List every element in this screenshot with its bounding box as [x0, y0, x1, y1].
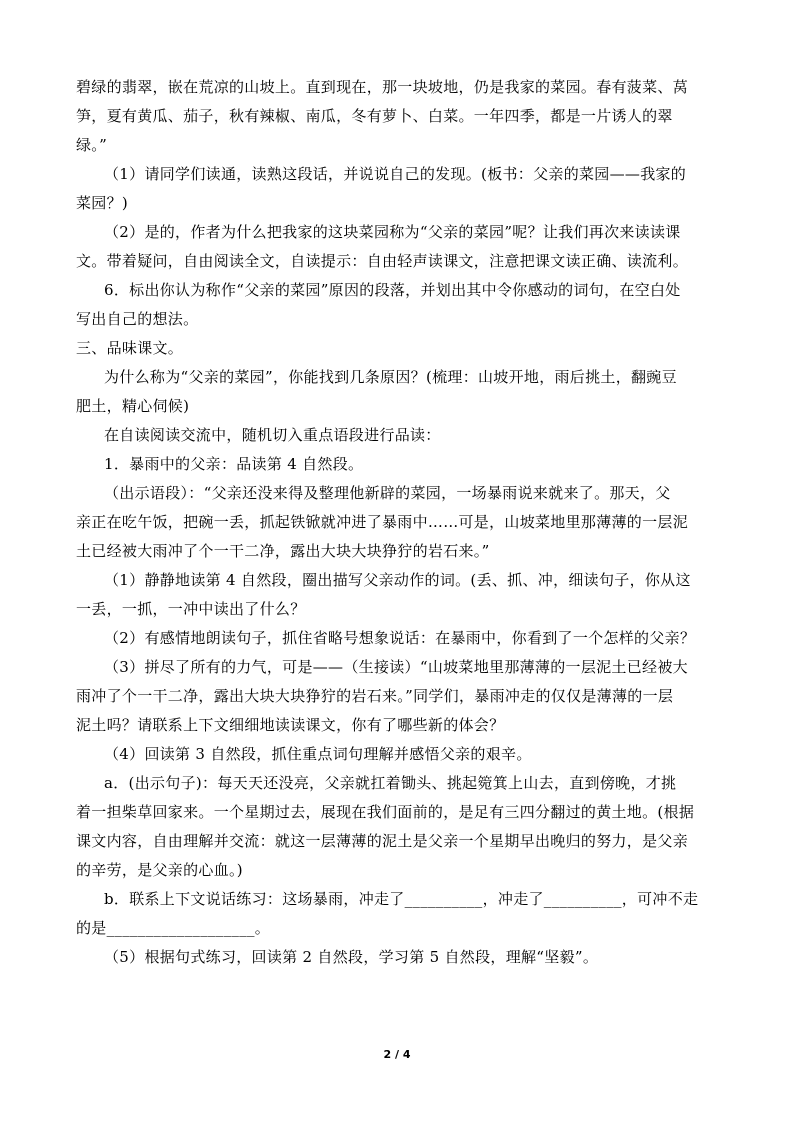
text-line: 的是___________________。	[76, 919, 271, 937]
text-line: 土已经被大雨冲了个一干二净，露出大块大块狰狞的岩石来。”	[76, 542, 490, 560]
text-line: 亲正在吃午饭，把碗一丢，抓起铁锨就冲进了暴雨中……可是，山坡菜地里那薄薄的一层泥	[76, 513, 689, 531]
text-line: 碧绿的翡翠，嵌在荒凉的山坡上。直到现在，那一块坡地，仍是我家的菜园。春有菠菜、莴	[76, 78, 689, 96]
text-line: 雨冲了个一干二净，露出大块大块狰狞的岩石来。”同学们，暴雨冲走的仅仅是薄薄的一层	[76, 687, 674, 705]
text-line: 文。带着疑问，自由阅读全文，自读提示：自由轻声读课文，注意把课文读正确、读流利。	[76, 252, 689, 270]
text-line: （2）有感情地朗读句子，抓住省略号想象说话：在暴雨中，你看到了一个怎样的父亲？	[104, 629, 696, 647]
text-line: 的辛劳，是父亲的心血。)	[76, 861, 243, 879]
text-line: 菜园？)	[76, 194, 129, 212]
text-line: 课文内容，自由理解并交流：就这一层薄薄的泥土是父亲一个星期早出晚归的努力，是父亲	[76, 832, 689, 850]
text-line: 6．标出你认为称作“父亲的菜园”原因的段落，并划出其中令你感动的词句，在空白处	[104, 281, 681, 299]
text-line: a．(出示句子)：每天天还没亮，父亲就扛着锄头、挑起箢箕上山去，直到傍晚，才挑	[104, 774, 677, 792]
text-line: （5）根据句式练习，回读第 2 自然段，学习第 5 自然段，理解“坚毅”。	[104, 948, 599, 966]
text-line: 泥土吗？请联系上下文细细地读读课文，你有了哪些新的体会？	[76, 716, 505, 734]
text-line: 为什么称为“父亲的菜园”，你能找到几条原因？(梳理：山坡开地，雨后挑土，翻豌豆	[104, 368, 677, 386]
text-line: 在自读阅读交流中，随机切入重点语段进行品读：	[104, 426, 441, 444]
text-line: 着一担柴草回家来。一个星期过去，展现在我们面前的，是足有三四分翻过的黄土地。(根据	[76, 803, 695, 821]
text-line: 写出自己的想法。	[76, 310, 199, 328]
text-line: 笋，夏有黄瓜、茄子，秋有辣椒、南瓜，冬有萝卜、白菜。一年四季，都是一片诱人的翠	[76, 107, 673, 125]
text-line: （2）是的，作者为什么把我家的这块菜园称为“父亲的菜园”呢？让我们再次来读读课	[104, 223, 681, 241]
section-heading: 三、品味课文。	[76, 339, 184, 357]
text-line: 绿。”	[76, 136, 108, 154]
text-line: 一丢，一抓，一冲中读出了什么？	[76, 600, 306, 618]
text-line: （4）回读第 3 自然段，抓住重点词句理解并感悟父亲的艰辛。	[104, 745, 532, 763]
text-line: 肥土，精心伺候)	[76, 397, 190, 415]
text-line: （1）请同学们读通，读熟这段话，并说说自己的发现。(板书：父亲的菜园——我家的	[104, 165, 687, 183]
text-line: （3）拼尽了所有的力气，可是——（生接读）“山坡菜地里那薄薄的一层泥土已经被大	[104, 658, 688, 676]
text-line: （出示语段）：“父亲还没来得及整理他新辟的菜园，一场暴雨说来就来了。那天，父	[104, 484, 671, 502]
text-line: 1．暴雨中的父亲：品读第 4 自然段。	[104, 455, 364, 473]
text-line: b．联系上下文说话练习：这场暴雨，冲走了__________，冲走了__________，可冲不走	[104, 890, 699, 908]
page-number: 2 / 4	[383, 1048, 411, 1061]
text-line: （1）静静地读第 4 自然段，圈出描写父亲动作的词。(丢、抓、冲，细读句子，你从这	[104, 571, 691, 589]
